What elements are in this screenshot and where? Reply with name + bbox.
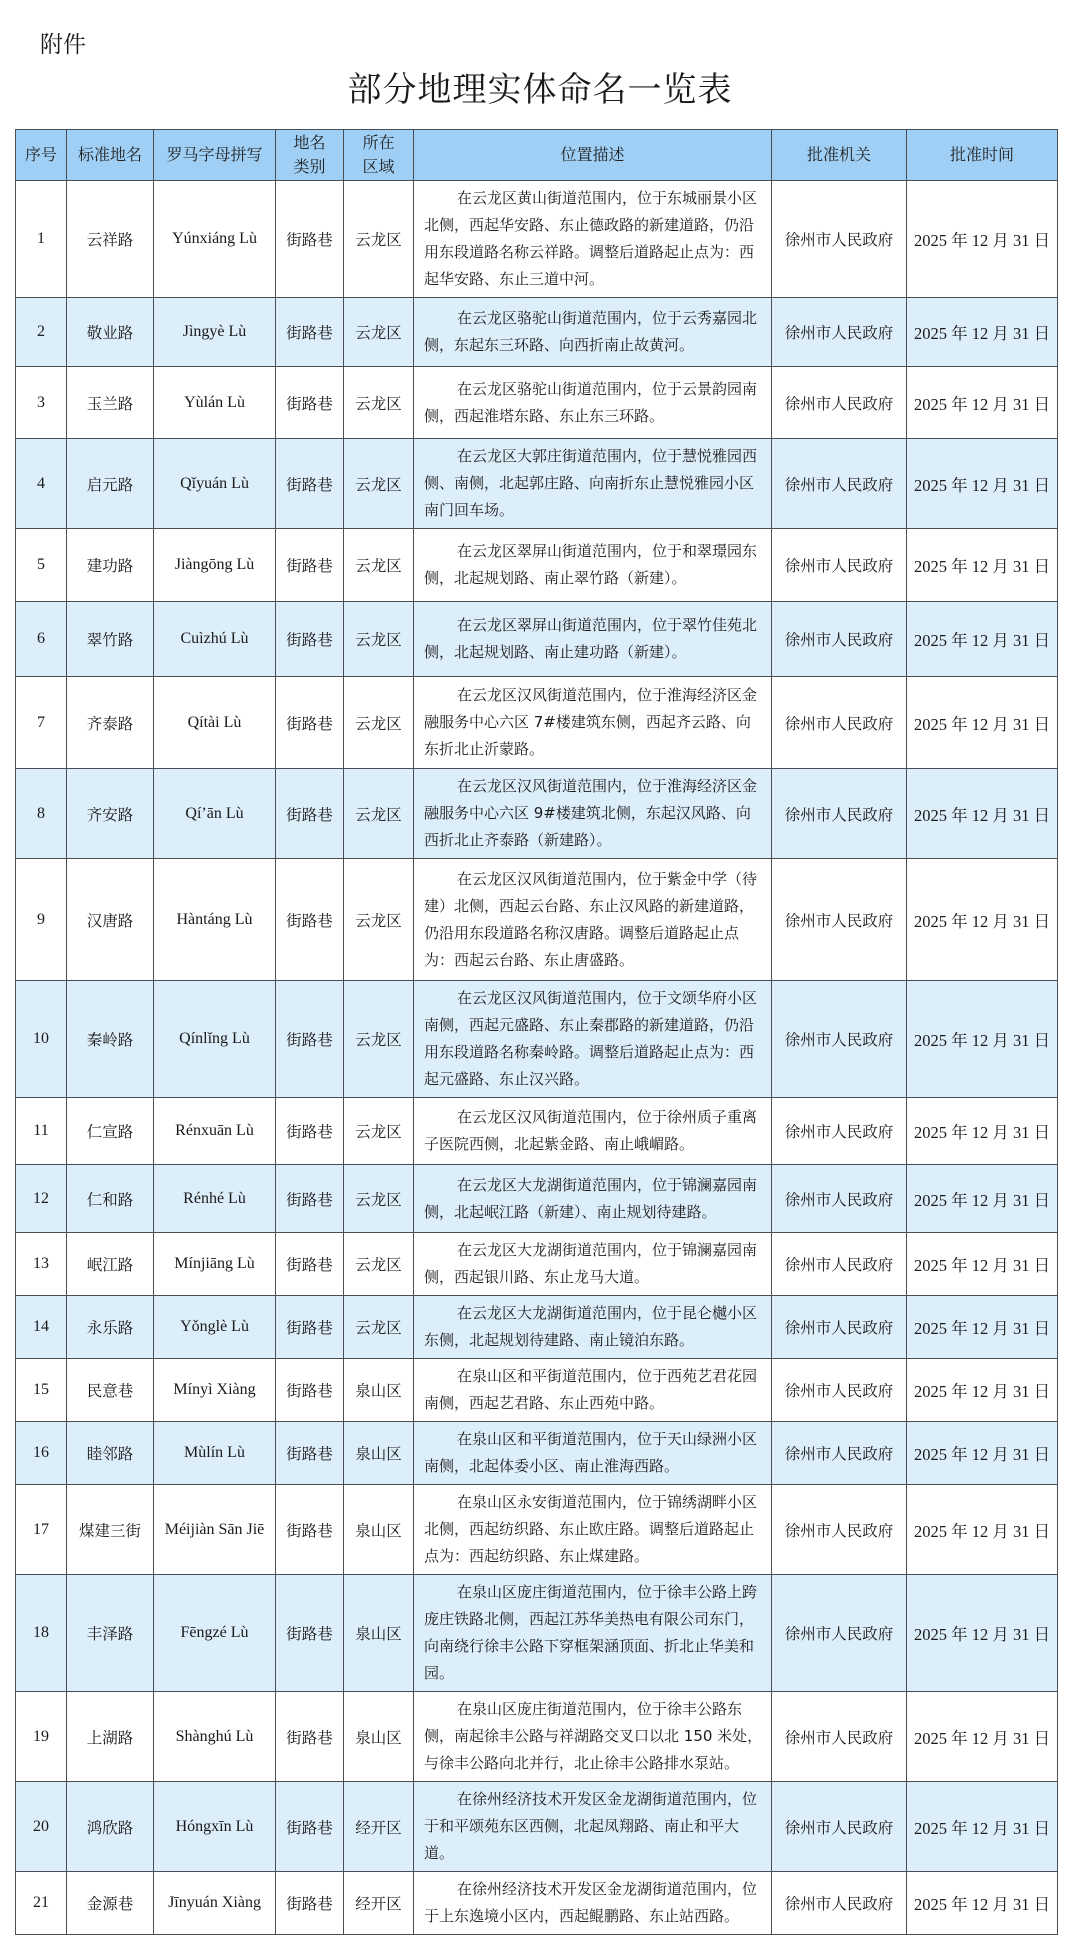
cell-category: 街路巷 <box>276 367 344 439</box>
cell-name: 云祥路 <box>67 181 154 298</box>
cell-name: 仁宣路 <box>67 1098 154 1165</box>
cell-description: 在云龙区汉风街道范围内，位于徐州质子重离子医院西侧，北起紫金路、南止峨嵋路。 <box>414 1098 772 1165</box>
cell-district: 云龙区 <box>344 1165 414 1233</box>
table-row <box>16 1575 1058 1692</box>
cell-no: 1 <box>16 181 67 298</box>
cell-district: 泉山区 <box>344 1422 414 1485</box>
cell-name: 民意巷 <box>67 1359 154 1422</box>
table-row <box>16 1098 1058 1165</box>
header-no: 序号 <box>16 130 67 181</box>
cell-category: 街路巷 <box>276 298 344 367</box>
cell-pinyin: Qínlǐng Lù <box>154 981 276 1098</box>
cell-date: 2025 年 12 月 31 日 <box>907 602 1058 677</box>
cell-description: 在云龙区骆驼山街道范围内，位于云秀嘉园北侧，东起东三环路、向西折南止故黄河。 <box>414 298 772 367</box>
cell-name: 齐安路 <box>67 769 154 859</box>
cell-name: 启元路 <box>67 439 154 529</box>
cell-pinyin: Qǐyuán Lù <box>154 439 276 529</box>
cell-description: 在云龙区大龙湖街道范围内，位于锦澜嘉园南侧，西起银川路、东止龙马大道。 <box>414 1233 772 1296</box>
cell-date: 2025 年 12 月 31 日 <box>907 181 1058 298</box>
cell-category: 街路巷 <box>276 1233 344 1296</box>
table-row <box>16 677 1058 769</box>
table-row <box>16 367 1058 439</box>
cell-district: 云龙区 <box>344 769 414 859</box>
cell-description: 在云龙区翠屏山街道范围内，位于和翠璟园东侧，北起规划路、南止翠竹路（新建）。 <box>414 529 772 602</box>
cell-pinyin: Mùlín Lù <box>154 1422 276 1485</box>
cell-date: 2025 年 12 月 31 日 <box>907 1872 1058 1935</box>
cell-date: 2025 年 12 月 31 日 <box>907 529 1058 602</box>
cell-district: 云龙区 <box>344 439 414 529</box>
header-name: 标准地名 <box>67 130 154 181</box>
cell-category: 街路巷 <box>276 1782 344 1872</box>
cell-name: 永乐路 <box>67 1296 154 1359</box>
cell-district: 泉山区 <box>344 1692 414 1782</box>
cell-category: 街路巷 <box>276 1872 344 1935</box>
cell-date: 2025 年 12 月 31 日 <box>907 981 1058 1098</box>
cell-no: 4 <box>16 439 67 529</box>
cell-date: 2025 年 12 月 31 日 <box>907 1359 1058 1422</box>
cell-no: 16 <box>16 1422 67 1485</box>
cell-no: 13 <box>16 1233 67 1296</box>
cell-authority: 徐州市人民政府 <box>772 1485 907 1575</box>
table-row <box>16 1296 1058 1359</box>
table-row <box>16 981 1058 1098</box>
cell-description: 在云龙区汉风街道范围内，位于淮海经济区金融服务中心六区 9#楼建筑北侧，东起汉风路、向西折北止齐泰路（新建路）。 <box>414 769 772 859</box>
table-row <box>16 1692 1058 1782</box>
cell-pinyin: Hàntáng Lù <box>154 859 276 981</box>
attachment-label: 附件 <box>40 32 86 58</box>
cell-name: 睦邻路 <box>67 1422 154 1485</box>
cell-date: 2025 年 12 月 31 日 <box>907 1575 1058 1692</box>
cell-district: 云龙区 <box>344 677 414 769</box>
cell-district: 云龙区 <box>344 367 414 439</box>
cell-description: 在云龙区大郭庄街道范围内，位于慧悦雅园西侧、南侧，北起郭庄路、向南折东止慧悦雅园小区南门回车场。 <box>414 439 772 529</box>
cell-authority: 徐州市人民政府 <box>772 1782 907 1872</box>
cell-no: 17 <box>16 1485 67 1575</box>
table-row <box>16 1872 1058 1935</box>
header-district: 所在 区域 <box>344 130 414 181</box>
cell-name: 鸿欣路 <box>67 1782 154 1872</box>
cell-date: 2025 年 12 月 31 日 <box>907 677 1058 769</box>
cell-name: 玉兰路 <box>67 367 154 439</box>
cell-pinyin: Qítài Lù <box>154 677 276 769</box>
cell-date: 2025 年 12 月 31 日 <box>907 298 1058 367</box>
cell-pinyin: Jìngyè Lù <box>154 298 276 367</box>
table-row <box>16 602 1058 677</box>
cell-description: 在徐州经济技术开发区金龙湖街道范围内，位于和平颂苑东区西侧，北起凤翔路、南止和平大道。 <box>414 1782 772 1872</box>
cell-authority: 徐州市人民政府 <box>772 1422 907 1485</box>
cell-description: 在云龙区大龙湖街道范围内，位于昆仑樾小区东侧，北起规划待建路、南止镜泊东路。 <box>414 1296 772 1359</box>
cell-name: 上湖路 <box>67 1692 154 1782</box>
header-description: 位置描述 <box>414 130 772 181</box>
cell-category: 街路巷 <box>276 769 344 859</box>
cell-pinyin: Yúnxiáng Lù <box>154 181 276 298</box>
cell-description: 在泉山区庞庄街道范围内，位于徐丰公路东侧，南起徐丰公路与祥湖路交叉口以北 150 米处，与徐丰公路向北并行，北止徐丰公路排水泵站。 <box>414 1692 772 1782</box>
cell-pinyin: Hóngxīn Lù <box>154 1782 276 1872</box>
cell-no: 10 <box>16 981 67 1098</box>
cell-district: 经开区 <box>344 1782 414 1872</box>
cell-name: 岷江路 <box>67 1233 154 1296</box>
table-row <box>16 439 1058 529</box>
cell-district: 云龙区 <box>344 1233 414 1296</box>
cell-pinyin: Méijiàn Sān Jiē <box>154 1485 276 1575</box>
cell-name: 秦岭路 <box>67 981 154 1098</box>
cell-district: 云龙区 <box>344 529 414 602</box>
cell-name: 仁和路 <box>67 1165 154 1233</box>
cell-name: 煤建三街 <box>67 1485 154 1575</box>
cell-name: 建功路 <box>67 529 154 602</box>
cell-authority: 徐州市人民政府 <box>772 1692 907 1782</box>
cell-district: 云龙区 <box>344 859 414 981</box>
page-title: 部分地理实体命名一览表 <box>347 70 733 110</box>
cell-district: 云龙区 <box>344 181 414 298</box>
cell-authority: 徐州市人民政府 <box>772 1872 907 1935</box>
cell-category: 街路巷 <box>276 1098 344 1165</box>
header-category: 地名 类别 <box>276 130 344 181</box>
cell-date: 2025 年 12 月 31 日 <box>907 1485 1058 1575</box>
table-header-row <box>16 130 1058 181</box>
cell-district: 云龙区 <box>344 298 414 367</box>
table-row <box>16 1165 1058 1233</box>
cell-category: 街路巷 <box>276 529 344 602</box>
cell-no: 11 <box>16 1098 67 1165</box>
cell-no: 6 <box>16 602 67 677</box>
cell-date: 2025 年 12 月 31 日 <box>907 1233 1058 1296</box>
cell-pinyin: Rénxuān Lù <box>154 1098 276 1165</box>
cell-category: 街路巷 <box>276 1575 344 1692</box>
cell-authority: 徐州市人民政府 <box>772 181 907 298</box>
cell-district: 泉山区 <box>344 1359 414 1422</box>
cell-pinyin: Qí’ān Lù <box>154 769 276 859</box>
cell-authority: 徐州市人民政府 <box>772 1165 907 1233</box>
cell-description: 在泉山区和平街道范围内，位于西苑艺君花园南侧，西起艺君路、东止西苑中路。 <box>414 1359 772 1422</box>
cell-no: 12 <box>16 1165 67 1233</box>
cell-no: 5 <box>16 529 67 602</box>
cell-pinyin: Jiàngōng Lù <box>154 529 276 602</box>
cell-description: 在云龙区汉风街道范围内，位于文颂华府小区南侧，西起元盛路、东止秦郡路的新建道路，仍沿用东段道路名称秦岭路。调整后道路起止点为：西起元盛路、东止汉兴路。 <box>414 981 772 1098</box>
cell-description: 在泉山区庞庄街道范围内，位于徐丰公路上跨庞庄铁路北侧，西起江苏华美热电有限公司东门，向南绕行徐丰公路下穿框架涵顶面、折北止华美和园。 <box>414 1575 772 1692</box>
cell-no: 19 <box>16 1692 67 1782</box>
cell-category: 街路巷 <box>276 677 344 769</box>
cell-name: 丰泽路 <box>67 1575 154 1692</box>
table-row <box>16 1485 1058 1575</box>
cell-pinyin: Yǒnglè Lù <box>154 1296 276 1359</box>
cell-no: 20 <box>16 1782 67 1872</box>
cell-description: 在云龙区汉风街道范围内，位于淮海经济区金融服务中心六区 7#楼建筑东侧，西起齐云路、向东折北止沂蒙路。 <box>414 677 772 769</box>
cell-pinyin: Cuìzhú Lù <box>154 602 276 677</box>
cell-description: 在云龙区黄山街道范围内，位于东城丽景小区北侧，西起华安路、东止德政路的新建道路，仍沿用东段道路名称云祥路。调整后道路起止点为：西起华安路、东止三道中河。 <box>414 181 772 298</box>
table-row <box>16 769 1058 859</box>
cell-category: 街路巷 <box>276 859 344 981</box>
cell-authority: 徐州市人民政府 <box>772 1296 907 1359</box>
naming-table <box>15 129 1058 1935</box>
table-row <box>16 1782 1058 1872</box>
cell-district: 云龙区 <box>344 602 414 677</box>
cell-authority: 徐州市人民政府 <box>772 1575 907 1692</box>
cell-description: 在云龙区大龙湖街道范围内，位于锦澜嘉园南侧，北起岷江路（新建）、南止规划待建路。 <box>414 1165 772 1233</box>
cell-authority: 徐州市人民政府 <box>772 602 907 677</box>
table-row <box>16 1233 1058 1296</box>
cell-name: 汉唐路 <box>67 859 154 981</box>
cell-no: 2 <box>16 298 67 367</box>
cell-name: 敬业路 <box>67 298 154 367</box>
cell-date: 2025 年 12 月 31 日 <box>907 1098 1058 1165</box>
cell-authority: 徐州市人民政府 <box>772 1098 907 1165</box>
cell-category: 街路巷 <box>276 1359 344 1422</box>
cell-pinyin: Rénhé Lù <box>154 1165 276 1233</box>
cell-category: 街路巷 <box>276 1165 344 1233</box>
cell-date: 2025 年 12 月 31 日 <box>907 1165 1058 1233</box>
cell-category: 街路巷 <box>276 1296 344 1359</box>
cell-no: 14 <box>16 1296 67 1359</box>
cell-description: 在云龙区骆驼山街道范围内，位于云景韵园南侧，西起淮塔东路、东止东三环路。 <box>414 367 772 439</box>
table-row <box>16 298 1058 367</box>
cell-pinyin: Shànghú Lù <box>154 1692 276 1782</box>
table-row <box>16 859 1058 981</box>
cell-district: 泉山区 <box>344 1575 414 1692</box>
header-authority: 批准机关 <box>772 130 907 181</box>
cell-authority: 徐州市人民政府 <box>772 677 907 769</box>
cell-district: 云龙区 <box>344 1296 414 1359</box>
table-row <box>16 529 1058 602</box>
cell-date: 2025 年 12 月 31 日 <box>907 769 1058 859</box>
cell-date: 2025 年 12 月 31 日 <box>907 1782 1058 1872</box>
table-row <box>16 181 1058 298</box>
cell-category: 街路巷 <box>276 1485 344 1575</box>
cell-pinyin: Fēngzé Lù <box>154 1575 276 1692</box>
cell-category: 街路巷 <box>276 181 344 298</box>
cell-no: 8 <box>16 769 67 859</box>
cell-name: 翠竹路 <box>67 602 154 677</box>
cell-date: 2025 年 12 月 31 日 <box>907 1422 1058 1485</box>
cell-description: 在泉山区永安街道范围内，位于锦绣湖畔小区北侧，西起纺织路、东止欧庄路。调整后道路起止点为：西起纺织路、东止煤建路。 <box>414 1485 772 1575</box>
cell-no: 9 <box>16 859 67 981</box>
cell-district: 云龙区 <box>344 1098 414 1165</box>
cell-no: 7 <box>16 677 67 769</box>
cell-authority: 徐州市人民政府 <box>772 298 907 367</box>
cell-no: 15 <box>16 1359 67 1422</box>
cell-pinyin: Mínjiāng Lù <box>154 1233 276 1296</box>
cell-category: 街路巷 <box>276 602 344 677</box>
cell-pinyin: Mínyì Xiàng <box>154 1359 276 1422</box>
cell-authority: 徐州市人民政府 <box>772 367 907 439</box>
cell-category: 街路巷 <box>276 1422 344 1485</box>
cell-authority: 徐州市人民政府 <box>772 1233 907 1296</box>
cell-date: 2025 年 12 月 31 日 <box>907 1692 1058 1782</box>
cell-date: 2025 年 12 月 31 日 <box>907 439 1058 529</box>
cell-pinyin: Jīnyuán Xiàng <box>154 1872 276 1935</box>
cell-date: 2025 年 12 月 31 日 <box>907 1296 1058 1359</box>
cell-no: 21 <box>16 1872 67 1935</box>
cell-category: 街路巷 <box>276 439 344 529</box>
cell-district: 云龙区 <box>344 981 414 1098</box>
cell-category: 街路巷 <box>276 1692 344 1782</box>
table-row <box>16 1359 1058 1422</box>
cell-no: 18 <box>16 1575 67 1692</box>
cell-description: 在徐州经济技术开发区金龙湖街道范围内，位于上东逸境小区内，西起鲲鹏路、东止站西路。 <box>414 1872 772 1935</box>
cell-description: 在云龙区汉风街道范围内，位于紫金中学（待建）北侧，西起云台路、东止汉风路的新建道路，仍沿用东段道路名称汉唐路。调整后道路起止点为：西起云台路、东止唐盛路。 <box>414 859 772 981</box>
cell-category: 街路巷 <box>276 981 344 1098</box>
cell-name: 金源巷 <box>67 1872 154 1935</box>
cell-authority: 徐州市人民政府 <box>772 1359 907 1422</box>
cell-district: 经开区 <box>344 1872 414 1935</box>
header-pinyin: 罗马字母拼写 <box>154 130 276 181</box>
cell-no: 3 <box>16 367 67 439</box>
cell-description: 在云龙区翠屏山街道范围内，位于翠竹佳苑北侧，北起规划路、南止建功路（新建）。 <box>414 602 772 677</box>
table-row <box>16 1422 1058 1485</box>
cell-authority: 徐州市人民政府 <box>772 529 907 602</box>
cell-pinyin: Yùlán Lù <box>154 367 276 439</box>
cell-date: 2025 年 12 月 31 日 <box>907 367 1058 439</box>
cell-name: 齐泰路 <box>67 677 154 769</box>
cell-date: 2025 年 12 月 31 日 <box>907 859 1058 981</box>
cell-authority: 徐州市人民政府 <box>772 859 907 981</box>
cell-authority: 徐州市人民政府 <box>772 439 907 529</box>
cell-authority: 徐州市人民政府 <box>772 981 907 1098</box>
cell-description: 在泉山区和平街道范围内，位于天山绿洲小区南侧，北起体委小区、南止淮海西路。 <box>414 1422 772 1485</box>
header-date: 批准时间 <box>907 130 1058 181</box>
cell-authority: 徐州市人民政府 <box>772 769 907 859</box>
cell-district: 泉山区 <box>344 1485 414 1575</box>
